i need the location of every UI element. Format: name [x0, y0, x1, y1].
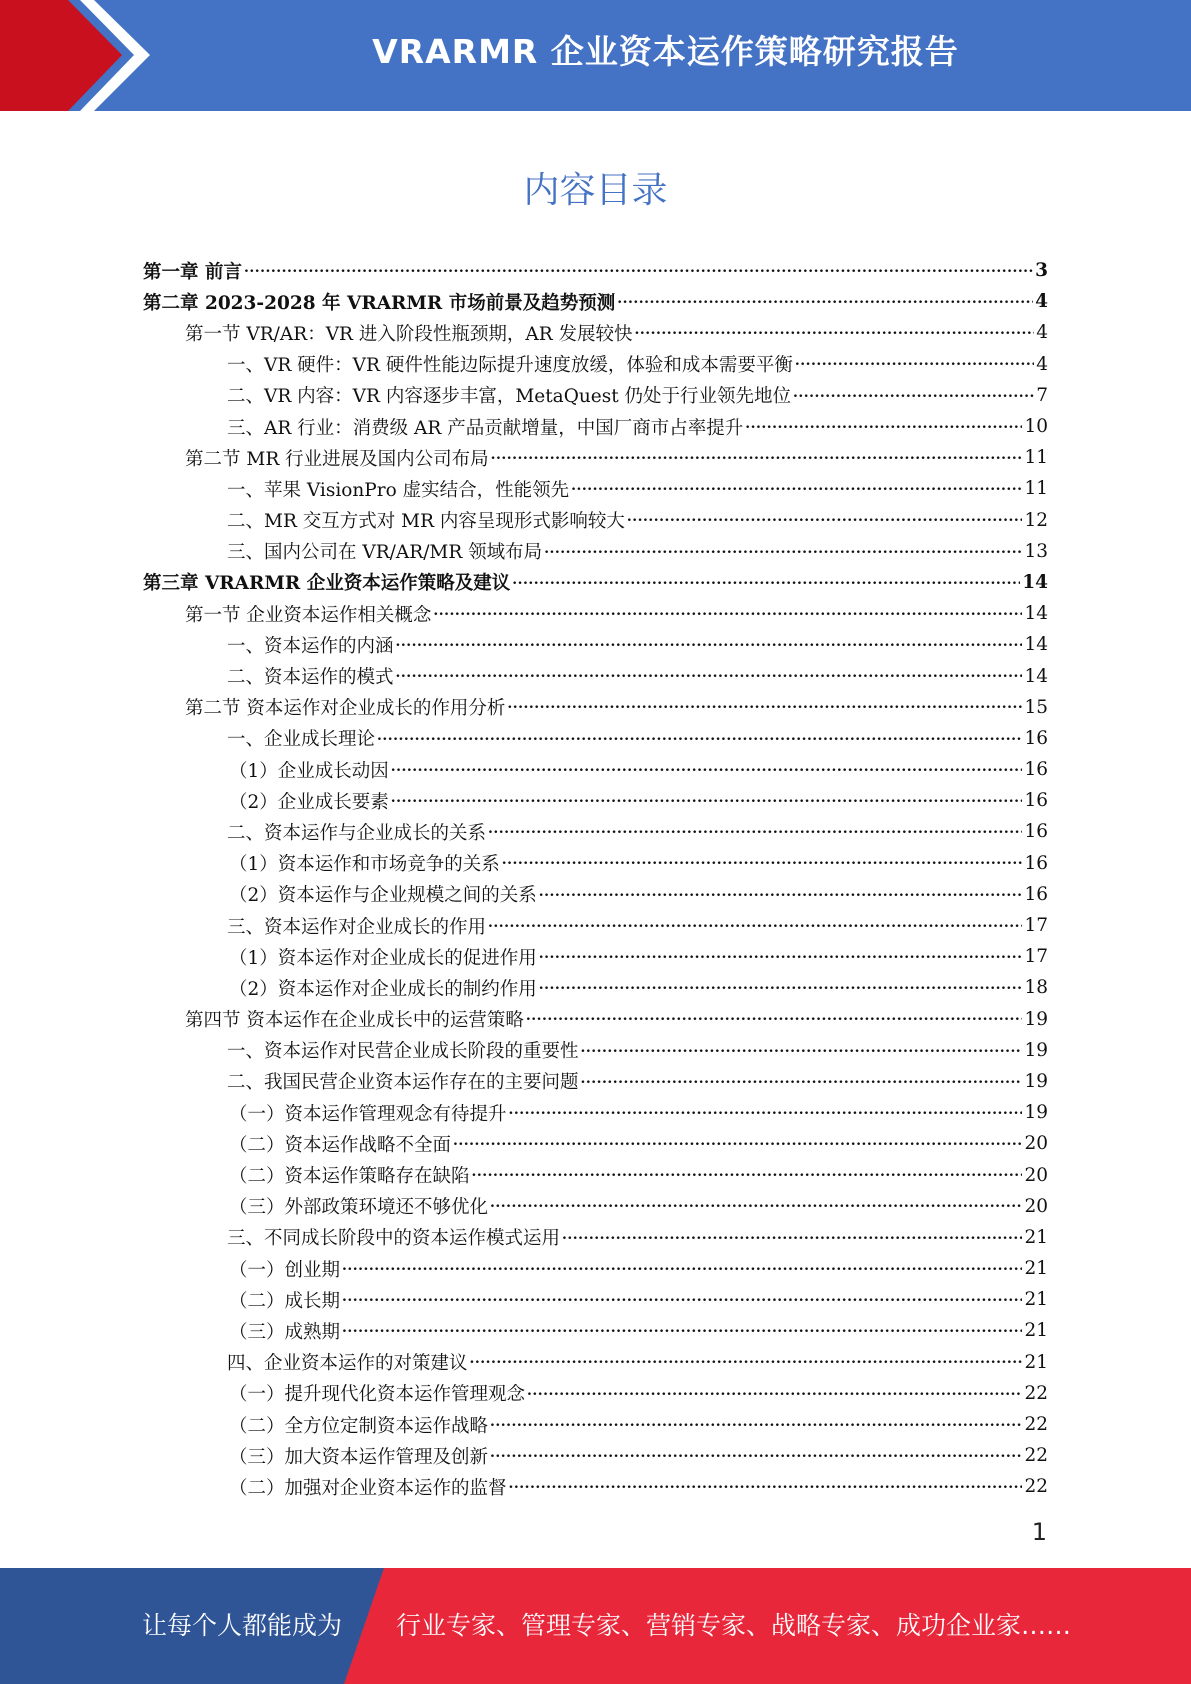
- toc-entry-page: 11: [1024, 447, 1048, 469]
- toc-entry[interactable]: [143, 286, 1048, 317]
- toc-entry[interactable]: [143, 1159, 1048, 1190]
- toc-entry-title: 二、MR 交互方式对 MR 内容呈现形式影响较大: [227, 511, 625, 533]
- toc-entry-page: 14: [1022, 571, 1048, 593]
- toc-entry-page: 18: [1024, 977, 1048, 999]
- toc-entry-title: 二、资本运作与企业成长的关系: [227, 822, 487, 844]
- page-footer: [0, 1568, 1191, 1684]
- toc-leader-dots: [377, 729, 1022, 748]
- toc-entry-page: 17: [1024, 946, 1048, 968]
- toc-entry-page: 21: [1024, 1351, 1048, 1373]
- toc-entry-title: （三）外部政策环境还不够优化: [229, 1197, 489, 1219]
- toc-entry-page: 16: [1024, 852, 1048, 874]
- toc-entry-page: 20: [1024, 1133, 1048, 1155]
- toc-entry[interactable]: [143, 380, 1048, 411]
- toc-leader-dots: [509, 1478, 1023, 1497]
- toc-entry[interactable]: [143, 879, 1048, 910]
- toc-leader-dots: [512, 573, 1020, 592]
- toc-entry-page: 21: [1024, 1258, 1048, 1280]
- page-number: 1: [1031, 1518, 1047, 1546]
- toc-entry[interactable]: [143, 505, 1048, 536]
- toc-entry-title: 一、企业成长理论: [227, 729, 376, 751]
- toc-leader-dots: [488, 823, 1022, 842]
- toc-entry-title: 第二节 资本运作对企业成长的作用分析: [185, 698, 506, 720]
- toc-leader-dots: [491, 448, 1023, 467]
- toc-leader-dots: [581, 1041, 1023, 1060]
- toc-entry[interactable]: [143, 1097, 1048, 1128]
- toc-entry-page: 4: [1036, 322, 1048, 344]
- toc-entry[interactable]: [143, 660, 1048, 691]
- toc-entry-title: 一、资本运作对民营企业成长阶段的重要性: [227, 1041, 579, 1063]
- toc-entry-title: 三、AR 行业：消费级 AR 产品贡献增量，中国厂商市占率提升: [227, 417, 744, 439]
- page-header: [0, 0, 1191, 111]
- toc-entry-page: 20: [1024, 1164, 1048, 1186]
- toc-entry-title: （二）资本运作策略存在缺陷: [229, 1166, 470, 1188]
- toc-entry-page: 10: [1024, 416, 1048, 438]
- toc-entry-page: 14: [1024, 603, 1048, 625]
- toc-entry[interactable]: [143, 754, 1048, 785]
- toc-entry[interactable]: [143, 972, 1048, 1003]
- toc-entry[interactable]: [143, 910, 1048, 941]
- header-title: VRARMR 企业资本运作策略研究报告: [372, 32, 959, 71]
- toc-entry-title: （2）资本运作与企业规模之间的关系: [229, 885, 537, 907]
- toc-entry-title: 第四节 资本运作在企业成长中的运营策略: [185, 1010, 524, 1032]
- toc-entry[interactable]: [143, 442, 1048, 473]
- toc-leader-dots: [502, 854, 1023, 873]
- toc-leader-dots: [472, 1166, 1023, 1185]
- toc-entry-title: （一）资本运作管理观念有待提升: [229, 1103, 507, 1125]
- toc-title: 内容目录: [523, 170, 668, 211]
- toc-leader-dots: [635, 324, 1035, 343]
- toc-entry-page: 17: [1024, 915, 1048, 937]
- toc-entry[interactable]: [143, 317, 1048, 348]
- toc-leader-dots: [490, 1415, 1022, 1434]
- toc-entry-title: 三、不同成长阶段中的资本运作模式运用: [227, 1228, 561, 1250]
- toc-leader-dots: [396, 667, 1023, 686]
- toc-entry-page: 13: [1024, 540, 1048, 562]
- toc-leader-dots: [527, 1384, 1022, 1403]
- toc-leader-dots: [526, 1010, 1023, 1029]
- toc-entry-title: 第二章 2023-2028 年 VRARMR 市场前景及趋势预测: [143, 292, 616, 314]
- toc-entry[interactable]: [143, 1066, 1048, 1097]
- toc-entry[interactable]: [143, 941, 1048, 972]
- toc-leader-dots: [342, 1259, 1022, 1278]
- toc-entry[interactable]: [143, 349, 1048, 380]
- toc-entry-page: 21: [1024, 1226, 1048, 1248]
- toc-leader-dots: [391, 760, 1023, 779]
- toc-entry-page: 19: [1024, 1008, 1048, 1030]
- toc-entry-title: 二、我国民营企业资本运作存在的主要问题: [227, 1072, 579, 1094]
- toc-leader-dots: [793, 386, 1034, 405]
- toc-entry-title: 一、VR 硬件：VR 硬件性能边际提升速度放缓，体验和成本需要平衡: [227, 355, 793, 377]
- toc-entry-page: 4: [1035, 291, 1048, 313]
- toc-entry-title: （一）创业期: [229, 1259, 341, 1281]
- toc-leader-dots: [453, 1135, 1022, 1154]
- toc-entry-title: 第一节 VR/AR：VR 进入阶段性瓶颈期，AR 发展较快: [185, 323, 633, 345]
- toc-leader-dots: [490, 1197, 1022, 1216]
- toc-entry[interactable]: [143, 1284, 1048, 1315]
- toc-entry-title: 三、资本运作对企业成长的作用: [227, 916, 487, 938]
- toc-entry-title: 第二节 MR 行业进展及国内公司布局: [185, 448, 489, 470]
- toc-leader-dots: [795, 355, 1034, 374]
- toc-entry-page: 16: [1024, 883, 1048, 905]
- toc-entry[interactable]: [143, 536, 1048, 567]
- toc-leader-dots: [433, 604, 1022, 623]
- toc-entry[interactable]: [143, 1378, 1048, 1409]
- toc-leader-dots: [581, 1072, 1023, 1091]
- toc-entry[interactable]: [143, 629, 1048, 660]
- toc-leader-dots: [396, 636, 1023, 655]
- toc-entry-page: 11: [1024, 478, 1048, 500]
- toc-entry[interactable]: [143, 1471, 1048, 1502]
- toc-entry-title: （三）加大资本运作管理及创新: [229, 1446, 489, 1468]
- table-of-contents: [143, 255, 1048, 1503]
- toc-entry-page: 22: [1024, 1445, 1048, 1467]
- toc-leader-dots: [571, 480, 1022, 499]
- toc-entry[interactable]: [143, 816, 1048, 847]
- toc-entry-page: 16: [1024, 759, 1048, 781]
- toc-entry-title: 第一节 企业资本运作相关概念: [185, 604, 432, 626]
- toc-entry-title: （二）成长期: [229, 1290, 341, 1312]
- toc-leader-dots: [539, 885, 1023, 904]
- toc-entry-title: 二、资本运作的模式: [227, 667, 394, 689]
- toc-entry[interactable]: [143, 1222, 1048, 1253]
- toc-entry[interactable]: [143, 473, 1048, 504]
- toc-leader-dots: [627, 511, 1023, 530]
- toc-entry-page: 19: [1024, 1102, 1048, 1124]
- toc-entry[interactable]: [143, 1409, 1048, 1440]
- toc-entry-page: 14: [1024, 634, 1048, 656]
- toc-entry-page: 19: [1024, 1070, 1048, 1092]
- toc-entry[interactable]: [143, 1128, 1048, 1159]
- toc-entry-page: 16: [1024, 821, 1048, 843]
- toc-entry[interactable]: [143, 1253, 1048, 1284]
- toc-entry-title: 第三章 VRARMR 企业资本运作策略及建议: [143, 573, 511, 595]
- toc-entry-page: 15: [1024, 696, 1048, 718]
- toc-leader-dots: [539, 979, 1023, 998]
- toc-entry-title: 第一章 前言: [143, 261, 242, 283]
- toc-entry-page: 16: [1024, 727, 1048, 749]
- toc-entry[interactable]: [143, 1035, 1048, 1066]
- toc-entry-page: 22: [1024, 1414, 1048, 1436]
- toc-entry-title: （1）企业成长动因: [229, 760, 389, 782]
- toc-entry[interactable]: [143, 723, 1048, 754]
- toc-entry[interactable]: [143, 1347, 1048, 1378]
- toc-leader-dots: [509, 1103, 1023, 1122]
- toc-entry-page: 21: [1024, 1289, 1048, 1311]
- toc-entry-title: （2）资本运作对企业成长的制约作用: [229, 978, 537, 1000]
- toc-leader-dots: [539, 947, 1023, 966]
- toc-leader-dots: [342, 1322, 1022, 1341]
- toc-leader-dots: [562, 1228, 1022, 1247]
- toc-entry-title: （1）资本运作和市场竞争的关系: [229, 854, 500, 876]
- toc-entry-title: 四、企业资本运作的对策建议: [227, 1353, 468, 1375]
- footer-slogan-right: 行业专家、管理专家、营销专家、战略专家、成功企业家……: [396, 1611, 1072, 1640]
- toc-entry-page: 22: [1024, 1382, 1048, 1404]
- toc-entry-page: 7: [1036, 384, 1048, 406]
- toc-entry-page: 3: [1035, 260, 1048, 282]
- toc-entry[interactable]: [143, 848, 1048, 879]
- toc-leader-dots: [745, 417, 1022, 436]
- footer-slogan-left: 让每个人都能成为: [142, 1611, 343, 1640]
- toc-entry-title: 二、VR 内容：VR 内容逐步丰富，MetaQuest 仍处于行业领先地位: [227, 386, 792, 408]
- toc-leader-dots: [617, 293, 1033, 312]
- toc-entry-title: （1）资本运作对企业成长的促进作用: [229, 947, 537, 969]
- toc-entry[interactable]: [143, 785, 1048, 816]
- toc-entry[interactable]: [143, 598, 1048, 629]
- toc-entry[interactable]: [143, 1191, 1048, 1222]
- header-arrow-decoration: [0, 0, 160, 111]
- toc-entry-page: 21: [1024, 1320, 1048, 1342]
- toc-entry-title: （二）全方位定制资本运作战略: [229, 1415, 489, 1437]
- toc-entry[interactable]: [143, 567, 1048, 598]
- toc-entry[interactable]: [143, 1440, 1048, 1471]
- toc-entry[interactable]: [143, 692, 1048, 723]
- toc-entry[interactable]: [143, 1315, 1048, 1346]
- toc-leader-dots: [507, 698, 1022, 717]
- toc-entry-title: 一、苹果 VisionPro 虚实结合，性能领先: [227, 479, 570, 501]
- toc-leader-dots: [244, 261, 1033, 280]
- toc-leader-dots: [470, 1353, 1023, 1372]
- toc-entry-page: 20: [1024, 1195, 1048, 1217]
- toc-entry-title: 三、国内公司在 VR/AR/MR 领域布局: [227, 542, 543, 564]
- toc-entry-title: （二）加强对企业资本运作的监督: [229, 1477, 507, 1499]
- toc-entry-title: （2）企业成长要素: [229, 791, 389, 813]
- toc-leader-dots: [342, 1291, 1022, 1310]
- toc-leader-dots: [544, 542, 1022, 561]
- toc-entry-title: （一）提升现代化资本运作管理观念: [229, 1384, 526, 1406]
- toc-entry-page: 12: [1024, 509, 1048, 531]
- toc-leader-dots: [490, 1446, 1022, 1465]
- toc-entry-title: （三）成熟期: [229, 1321, 341, 1343]
- toc-entry-title: （二）资本运作战略不全面: [229, 1134, 452, 1156]
- toc-entry-page: 22: [1024, 1476, 1048, 1498]
- toc-entry[interactable]: [143, 1004, 1048, 1035]
- toc-entry-page: 16: [1024, 790, 1048, 812]
- toc-leader-dots: [488, 916, 1022, 935]
- toc-entry-page: 4: [1036, 353, 1048, 375]
- toc-entry[interactable]: [143, 411, 1048, 442]
- toc-entry[interactable]: [143, 255, 1048, 286]
- toc-entry-page: 14: [1024, 665, 1048, 687]
- toc-entry-page: 19: [1024, 1039, 1048, 1061]
- toc-leader-dots: [391, 792, 1023, 811]
- toc-entry-title: 一、资本运作的内涵: [227, 635, 394, 657]
